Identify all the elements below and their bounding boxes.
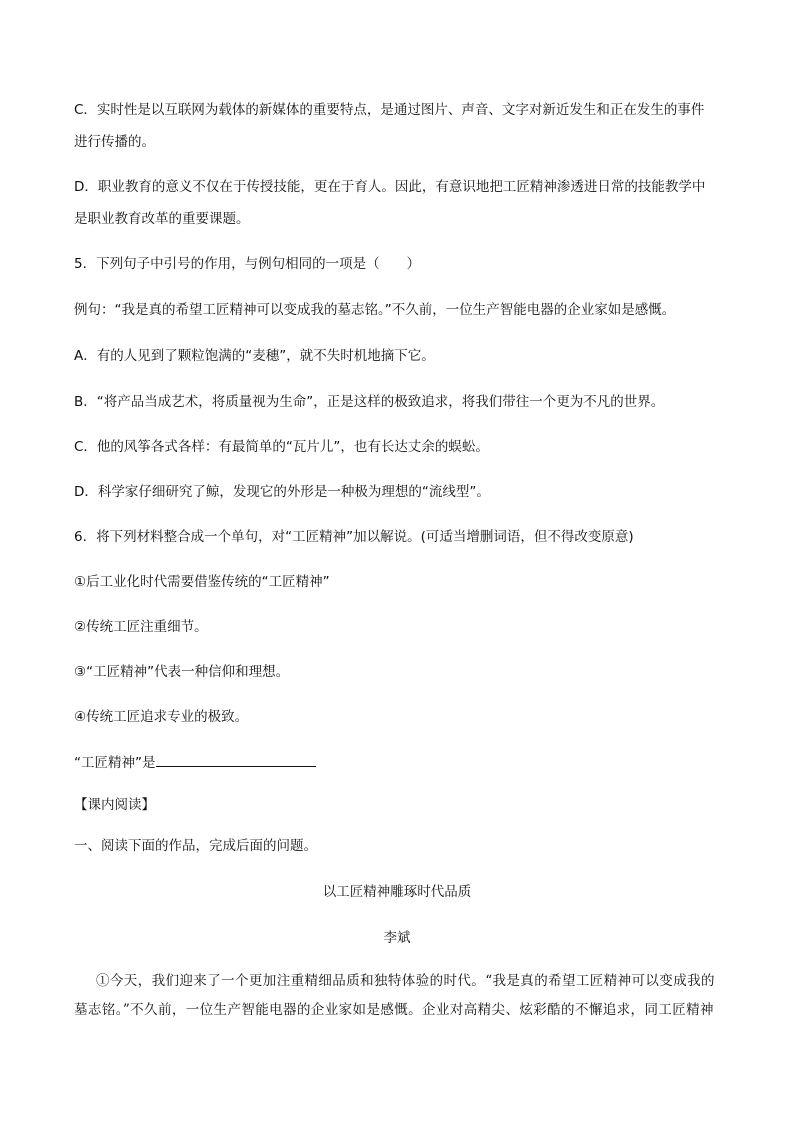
option-d-line2: 是职业教育改革的重要课题。 <box>74 211 250 227</box>
option-c-line2: 进行传播的。 <box>74 134 155 150</box>
material-3: ③“工匠精神”代表一种信仰和理想。 <box>74 664 290 680</box>
section-heading: 【课内阅读】 <box>74 797 155 813</box>
material-2: ②传统工匠注重细节。 <box>74 619 208 635</box>
answer-blank <box>156 752 316 767</box>
question-5-option-b: B．“将产品当成艺术，将质量视为生命”，正是这样的极致追求，将我们带往一个更为不凡的世界。 <box>74 394 665 410</box>
option-c-line1: C．实时性是以互联网为载体的新媒体的重要特点，是通过图片、声音、文字对新近发生和正在发生的事件 <box>74 102 705 118</box>
question-5-example: 例句：“我是真的希望工匠精神可以变成我的墓志铭。”不久前，一位生产智能电器的企业家如是感慨。 <box>74 302 676 318</box>
answer-line <box>74 752 724 773</box>
section-instruction: 一、阅读下面的作品，完成后面的问题。 <box>74 838 317 854</box>
article-author: 李斌 <box>383 930 411 946</box>
question-6-stem: 6．将下列材料整合成一个单句，对“工匠精神”加以解说。(可适当增删词语，但不得改变原意) <box>74 529 634 545</box>
answer-prefix: “工匠精神”是 <box>74 755 156 771</box>
material-1: ①后工业化时代需要借鉴传统的“工匠精神” <box>74 574 330 590</box>
article-paragraph-1-line2: 墓志铭。”不久前，一位生产智能电器的企业家如是感慨。企业对高精尖、炫彩酷的不懈追求，同工匠精神 <box>74 1002 714 1018</box>
question-5-stem: 5．下列句子中引号的作用，与例句相同的一项是（ ） <box>74 256 421 272</box>
article-title: 以工匠精神雕琢时代品质 <box>322 884 472 900</box>
question-5-option-d: D．科学家仔细研究了鲸，发现它的外形是一种极为理想的“流线型”。 <box>74 484 490 500</box>
material-4: ④传统工匠追求专业的极致。 <box>74 709 249 725</box>
question-5-option-c: C．他的风筝各式各样：有最简单的“瓦片儿”，也有长达丈余的蜈蚣。 <box>74 439 489 455</box>
option-d-line1: D．职业教育的意义不仅在于传授技能，更在于育人。因此，有意识地把工匠精神渗透进日常的技能教学中 <box>74 179 706 195</box>
question-5-option-a: A．有的人见到了颗粒饱满的“麦穗”，就不失时机地摘下它。 <box>74 348 435 364</box>
article-paragraph-1-line1: ①今天，我们迎来了一个更加注重精细品质和独特体验的时代。“我是真的希望工匠精神可以变成我的 <box>96 973 715 989</box>
